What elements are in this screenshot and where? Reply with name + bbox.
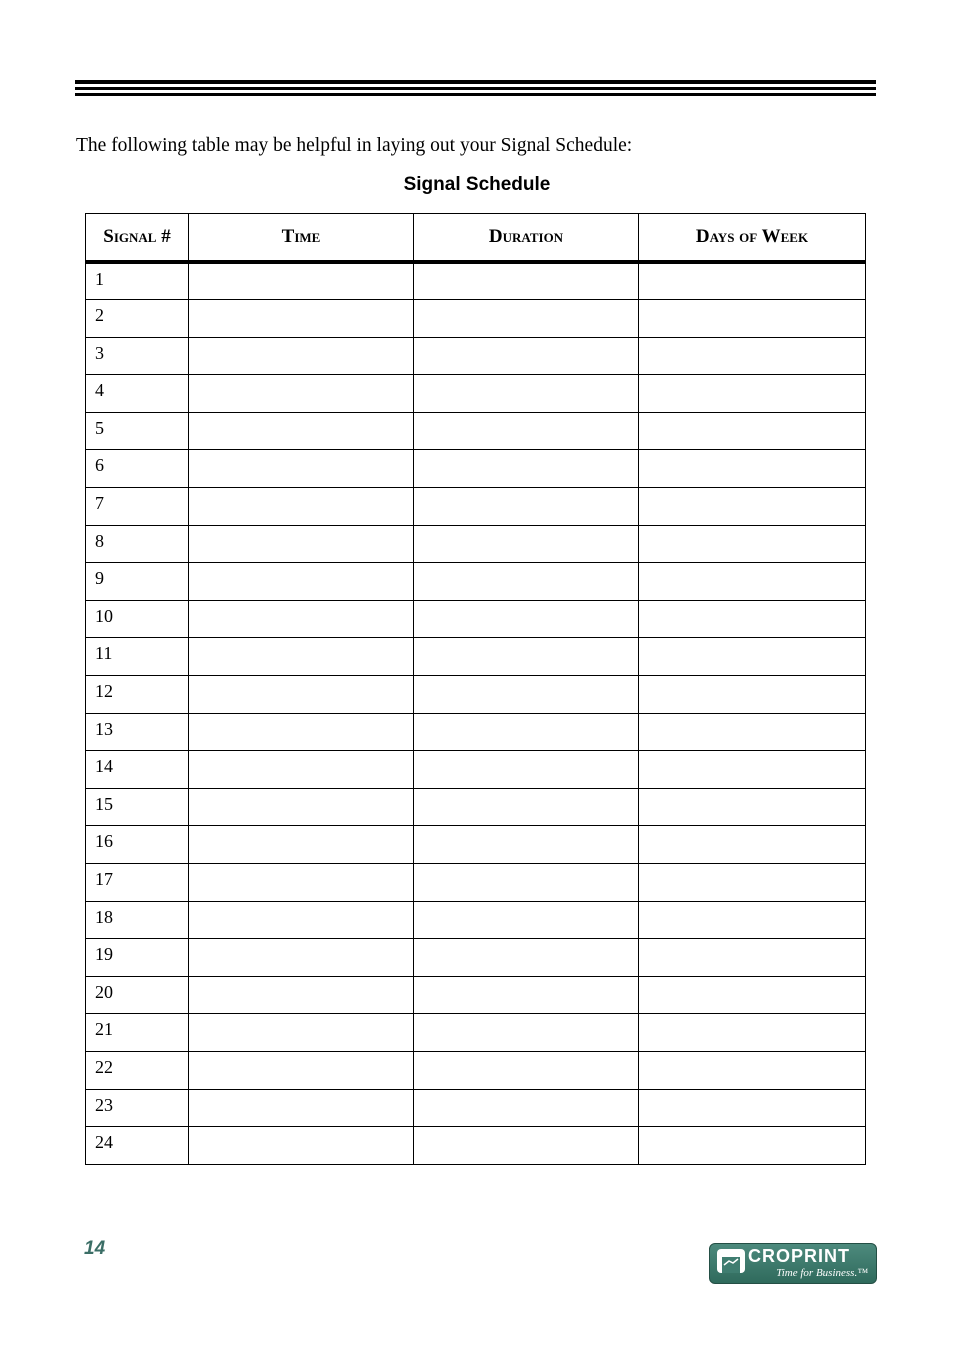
signal-number-cell: 9: [86, 563, 189, 601]
duration-cell: [414, 826, 639, 864]
table-row: [86, 450, 866, 488]
days-of-week-cell: [639, 563, 866, 601]
table-row: [86, 563, 866, 601]
days-of-week-cell: [639, 676, 866, 714]
duration-cell: [414, 450, 639, 488]
duration-cell: [414, 375, 639, 413]
signal-number-cell: 15: [86, 788, 189, 826]
header-rule-thick: [75, 80, 876, 84]
days-of-week-cell: [639, 713, 866, 751]
logo-tagline: Time for Business.™: [776, 1267, 868, 1279]
duration-cell: [414, 713, 639, 751]
duration-cell: [414, 939, 639, 977]
table-row: [86, 901, 866, 939]
days-of-week-cell: [639, 1014, 866, 1052]
column-header-duration: Duration: [414, 214, 639, 263]
time-cell: [189, 751, 414, 789]
table-row: [86, 788, 866, 826]
signal-number-cell: 3: [86, 337, 189, 375]
intro-paragraph: The following table may be helpful in laying out your Signal Schedule:: [76, 135, 633, 156]
signal-number-cell: 13: [86, 713, 189, 751]
duration-cell: [414, 788, 639, 826]
time-cell: [189, 563, 414, 601]
table-row: [86, 525, 866, 563]
duration-cell: [414, 864, 639, 902]
header-rule-thin: [75, 93, 876, 96]
time-cell: [189, 1051, 414, 1089]
duration-cell: [414, 488, 639, 526]
days-of-week-cell: [639, 1127, 866, 1165]
table-row: [86, 864, 866, 902]
table-row: [86, 939, 866, 977]
days-of-week-cell: [639, 901, 866, 939]
days-of-week-cell: [639, 525, 866, 563]
table-row: [86, 1051, 866, 1089]
time-cell: [189, 939, 414, 977]
duration-cell: [414, 1127, 639, 1165]
table-row: [86, 300, 866, 338]
signal-number-cell: 14: [86, 751, 189, 789]
time-cell: [189, 1089, 414, 1127]
signal-number-cell: 24: [86, 1127, 189, 1165]
page-number: 14: [84, 1238, 106, 1259]
time-cell: [189, 375, 414, 413]
days-of-week-cell: [639, 300, 866, 338]
time-cell: [189, 1127, 414, 1165]
duration-cell: [414, 300, 639, 338]
signal-number-cell: 11: [86, 638, 189, 676]
duration-cell: [414, 563, 639, 601]
acroprint-logo: [709, 1243, 877, 1284]
days-of-week-cell: [639, 1051, 866, 1089]
signal-number-cell: 20: [86, 976, 189, 1014]
time-cell: [189, 901, 414, 939]
table-row: [86, 976, 866, 1014]
time-cell: [189, 337, 414, 375]
days-of-week-cell: [639, 638, 866, 676]
table-row: [86, 262, 866, 300]
table-row: [86, 1089, 866, 1127]
header-rule-medium: [75, 87, 876, 90]
table-header-row: [86, 214, 866, 263]
duration-cell: [414, 638, 639, 676]
table-row: [86, 751, 866, 789]
signal-number-cell: 5: [86, 412, 189, 450]
duration-cell: [414, 751, 639, 789]
duration-cell: [414, 600, 639, 638]
signal-number-cell: 19: [86, 939, 189, 977]
table-row: [86, 337, 866, 375]
time-cell: [189, 864, 414, 902]
column-header-days-of-week: Days of Week: [639, 214, 866, 263]
duration-cell: [414, 525, 639, 563]
days-of-week-cell: [639, 600, 866, 638]
days-of-week-cell: [639, 488, 866, 526]
table-row: [86, 600, 866, 638]
signal-number-cell: 12: [86, 676, 189, 714]
time-cell: [189, 1014, 414, 1052]
duration-cell: [414, 976, 639, 1014]
table-row: [86, 713, 866, 751]
signal-number-cell: 2: [86, 300, 189, 338]
duration-cell: [414, 262, 639, 300]
time-cell: [189, 488, 414, 526]
table-row: [86, 1014, 866, 1052]
duration-cell: [414, 337, 639, 375]
duration-cell: [414, 412, 639, 450]
duration-cell: [414, 1089, 639, 1127]
table-row: [86, 1127, 866, 1165]
days-of-week-cell: [639, 864, 866, 902]
signal-number-cell: 18: [86, 901, 189, 939]
days-of-week-cell: [639, 788, 866, 826]
duration-cell: [414, 1051, 639, 1089]
time-cell: [189, 638, 414, 676]
time-cell: [189, 600, 414, 638]
days-of-week-cell: [639, 976, 866, 1014]
days-of-week-cell: [639, 450, 866, 488]
days-of-week-cell: [639, 262, 866, 300]
table-title: Signal Schedule: [403, 174, 551, 195]
signal-number-cell: 7: [86, 488, 189, 526]
time-cell: [189, 676, 414, 714]
logo-a-mark-icon: [716, 1248, 746, 1274]
signal-number-cell: 6: [86, 450, 189, 488]
column-header-time: Time: [189, 214, 414, 263]
duration-cell: [414, 901, 639, 939]
table-row: [86, 488, 866, 526]
days-of-week-cell: [639, 939, 866, 977]
table-row: [86, 375, 866, 413]
signal-number-cell: 10: [86, 600, 189, 638]
time-cell: [189, 450, 414, 488]
signal-number-cell: 17: [86, 864, 189, 902]
column-header-signal: Signal #: [86, 214, 189, 263]
signal-number-cell: 22: [86, 1051, 189, 1089]
days-of-week-cell: [639, 337, 866, 375]
signal-number-cell: 21: [86, 1014, 189, 1052]
days-of-week-cell: [639, 751, 866, 789]
signal-number-cell: 23: [86, 1089, 189, 1127]
duration-cell: [414, 676, 639, 714]
days-of-week-cell: [639, 412, 866, 450]
table-row: [86, 412, 866, 450]
signal-number-cell: 4: [86, 375, 189, 413]
days-of-week-cell: [639, 1089, 866, 1127]
duration-cell: [414, 1014, 639, 1052]
time-cell: [189, 826, 414, 864]
signal-number-cell: 1: [86, 262, 189, 300]
time-cell: [189, 713, 414, 751]
signal-number-cell: 16: [86, 826, 189, 864]
table-body: [86, 262, 866, 1164]
signal-schedule-table: [85, 213, 866, 1165]
table-row: [86, 676, 866, 714]
signal-number-cell: 8: [86, 525, 189, 563]
time-cell: [189, 262, 414, 300]
logo-name: CROPRINT: [748, 1246, 850, 1266]
days-of-week-cell: [639, 375, 866, 413]
time-cell: [189, 525, 414, 563]
time-cell: [189, 300, 414, 338]
time-cell: [189, 976, 414, 1014]
days-of-week-cell: [639, 826, 866, 864]
time-cell: [189, 412, 414, 450]
table-row: [86, 826, 866, 864]
table-row: [86, 638, 866, 676]
time-cell: [189, 788, 414, 826]
